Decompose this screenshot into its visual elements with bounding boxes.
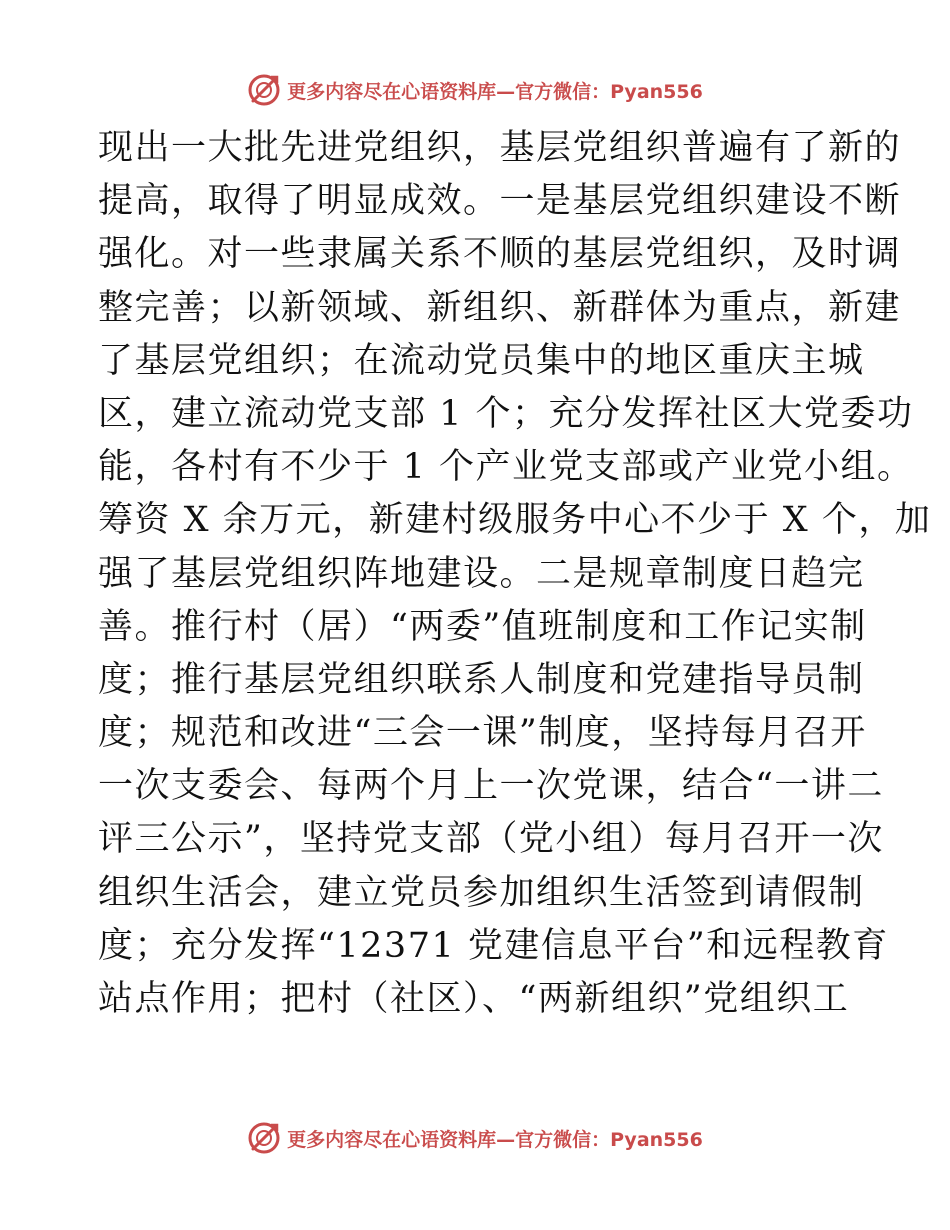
text-line: 一次支委会、每两个月上一次党课，结合“一讲二 [98,766,884,807]
text-line: 强了基层党组织阵地建设。二是规章制度日趋完 [98,553,865,594]
text-line: 度；规范和改进“三会一课”制度，坚持每月召开 [98,713,867,754]
watermark-text: 更多内容尽在心语资料库—官方微信：Pyan556 [287,1128,703,1151]
text-line: 强化。对一些隶属关系不顺的基层党组织，及时调 [98,234,902,275]
document-body [98,122,932,1026]
text-line: 筹资 X 余万元，新建村级服务中心不少于 X 个，加 [98,500,932,541]
text-line: 整完善；以新领域、新组织、新群体为重点，新建 [98,287,902,328]
logo-icon [247,1121,281,1155]
text-line: 度；推行基层党组织联系人制度和党建指导员制 [98,659,865,700]
watermark-text: 更多内容尽在心语资料库—官方微信：Pyan556 [287,80,703,103]
text-line: 度；充分发挥“12371 党建信息平台”和远程教育 [98,925,889,966]
text-line: 站点作用；把村（社区）、“两新组织”党组织工 [98,979,850,1019]
footer-watermark [0,1118,950,1158]
text-line: 能，各村有不少于 1 个产业党支部或产业党小组。 [98,447,914,488]
logo-icon [247,73,281,107]
header-watermark [0,70,950,110]
text-line: 善。推行村（居）“两委”值班制度和工作记实制 [98,606,867,647]
text-line: 区，建立流动党支部 1 个；充分发挥社区大党委功 [98,393,914,434]
text-line: 现出一大批先进党组织，基层党组织普遍有了新的 [98,128,902,168]
text-line: 组织生活会，建立党员参加组织生活签到请假制 [98,872,865,913]
text-line: 提高，取得了明显成效。一是基层党组织建设不断 [98,181,902,222]
text-line: 评三公示”，坚持党支部（党小组）每月召开一次 [98,819,884,860]
text-line: 了基层党组织；在流动党员集中的地区重庆主城 [98,340,865,381]
